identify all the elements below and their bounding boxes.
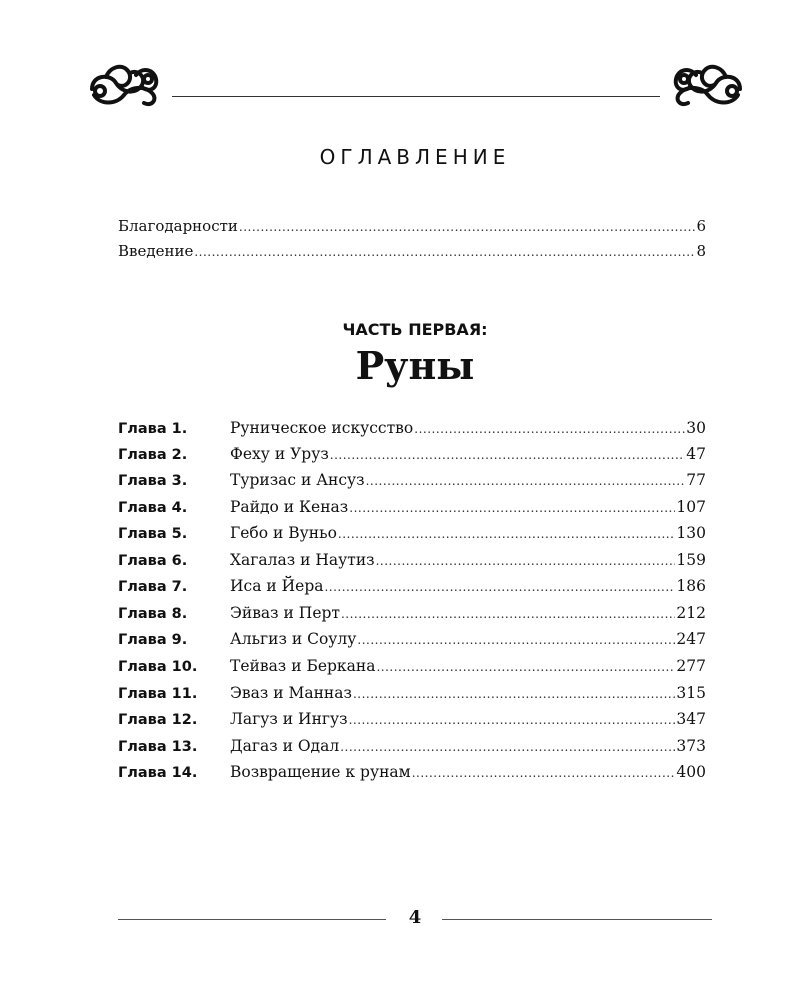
part-label: ЧАСТЬ ПЕРВАЯ: [342,320,488,339]
chapter-title: Иса и Йера [230,577,324,595]
dot-leader [349,713,676,727]
chapter-title: Феху и Уруз [230,445,329,463]
toc-entry-label: Введение [118,242,194,260]
chapter-title: Лагуз и Ингуз [230,710,348,728]
toc-entry-label: Благодарности [118,217,238,235]
chapter-title: Альгиз и Соулу [230,630,357,648]
dot-leader [414,422,685,436]
chapter-page: 247 [676,630,706,648]
chapter-page: 77 [686,471,706,489]
celtic-knot-ornament-icon [668,55,746,111]
toc-entry-introduction[interactable] [118,242,706,264]
toc-chapter-row[interactable] [118,630,706,654]
dot-leader [376,660,675,674]
page-header [86,55,746,115]
dot-leader [340,740,675,754]
dot-leader [239,220,696,234]
toc-chapter-row[interactable] [118,737,706,761]
chapter-number: Глава 6. [118,553,188,569]
toc-chapter-row[interactable] [118,445,706,469]
chapter-number: Глава 4. [118,500,188,516]
chapter-page: 373 [676,737,706,755]
toc-entry-acknowledgements[interactable] [118,217,706,239]
dot-leader [353,687,675,701]
chapter-page: 315 [676,684,706,702]
toc-chapter-row[interactable] [118,684,706,708]
chapter-page: 277 [676,657,706,675]
chapter-title: Эйваз и Перт [230,604,340,622]
chapter-title: Дагаз и Одал [230,737,340,755]
toc-chapter-row[interactable] [118,604,706,628]
chapter-number: Глава 3. [118,473,188,489]
chapter-number: Глава 10. [118,659,198,675]
toc-entry-page: 8 [696,242,706,260]
chapter-number: Глава 9. [118,632,188,648]
toc-chapter-row[interactable] [118,471,706,495]
chapter-title: Возвращение к рунам [230,763,411,781]
chapter-title: Эваз и Манназ [230,684,352,702]
chapter-page: 400 [676,763,706,781]
dot-leader [330,448,685,462]
chapter-title: Хагалаз и Наутиз [230,551,375,569]
dot-leader [366,474,686,488]
header-rule [172,96,660,97]
dot-leader [376,554,676,568]
chapter-number: Глава 7. [118,579,188,595]
part-title: Руны [355,343,475,388]
chapter-page: 107 [676,498,706,516]
chapter-page: 159 [676,551,706,569]
chapter-title: Тейваз и Беркана [230,657,376,675]
page-footer [118,905,712,935]
chapter-number: Глава 2. [118,447,188,463]
chapter-title: Руническое искусство [230,419,414,437]
toc-chapter-row[interactable] [118,551,706,575]
chapter-title: Гебо и Вуньо [230,524,337,542]
dot-leader [349,501,675,515]
chapter-page: 186 [676,577,706,595]
toc-entry-page: 6 [696,217,706,235]
chapter-number: Глава 8. [118,606,188,622]
dot-leader [194,245,695,259]
toc-chapter-row[interactable] [118,763,706,787]
dot-leader [357,633,675,647]
chapter-number: Глава 14. [118,765,198,781]
dot-leader [412,766,676,780]
toc-chapter-row[interactable] [118,498,706,522]
toc-chapter-row[interactable] [118,419,706,443]
chapter-number: Глава 5. [118,526,188,542]
chapter-title: Райдо и Кеназ [230,498,349,516]
chapter-number: Глава 11. [118,686,198,702]
toc-chapter-row[interactable] [118,577,706,601]
chapter-page: 130 [676,524,706,542]
celtic-knot-ornament-icon [86,55,164,111]
footer-rule-right [442,919,712,920]
chapter-page: 347 [676,710,706,728]
chapter-number: Глава 1. [118,421,188,437]
chapter-number: Глава 13. [118,739,198,755]
chapter-title: Туризас и Ансуз [230,471,365,489]
dot-leader [324,580,675,594]
chapter-page: 30 [686,419,706,437]
toc-chapter-row[interactable] [118,524,706,548]
page-number: 4 [408,907,422,928]
toc-title: ОГЛАВЛЕНИЕ [319,145,511,169]
toc-chapter-row[interactable] [118,710,706,734]
toc-chapter-row[interactable] [118,657,706,681]
chapter-page: 47 [686,445,706,463]
dot-leader [338,527,676,541]
chapter-number: Глава 12. [118,712,198,728]
chapter-page: 212 [676,604,706,622]
dot-leader [341,607,675,621]
